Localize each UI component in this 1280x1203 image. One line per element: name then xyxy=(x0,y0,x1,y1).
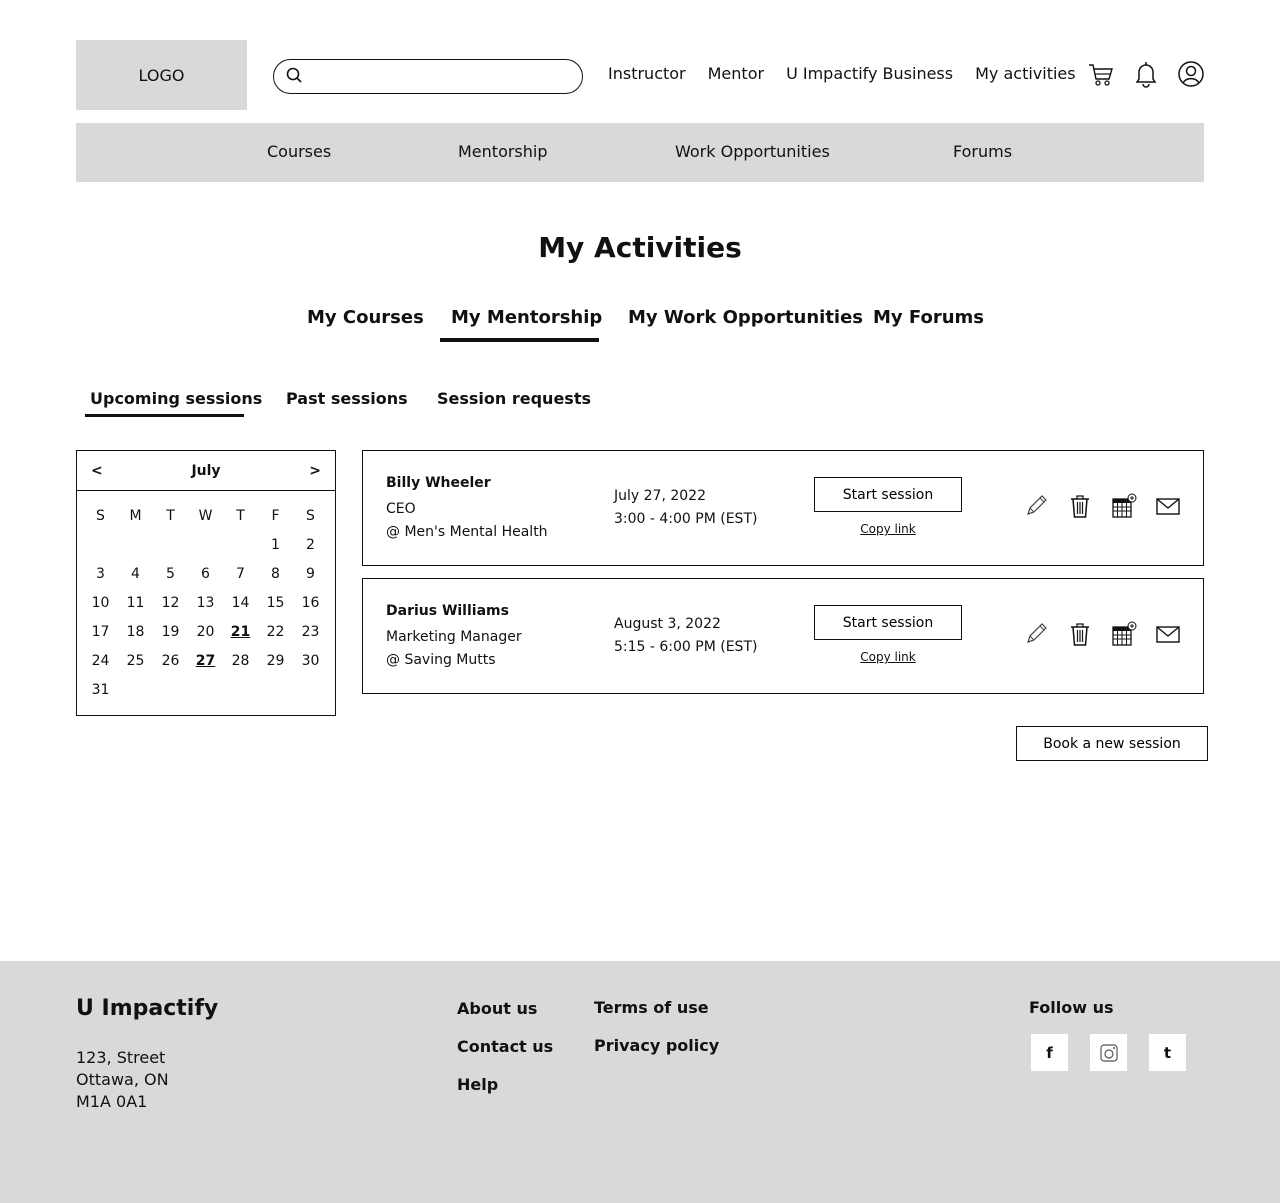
mentor-role: CEO xyxy=(386,501,416,517)
mentor-role: Marketing Manager xyxy=(386,629,522,645)
delete-icon[interactable] xyxy=(1067,621,1093,647)
footer-link-terms[interactable]: Terms of use xyxy=(594,998,709,1017)
edit-icon[interactable] xyxy=(1023,621,1049,647)
calendar-day[interactable]: 19 xyxy=(161,624,180,640)
calendar-weekday: M xyxy=(129,508,142,524)
session-date: August 3, 2022 xyxy=(614,616,721,632)
calendar-day[interactable]: 24 xyxy=(91,653,110,669)
calendar-day[interactable]: 15 xyxy=(266,595,285,611)
active-tab-indicator xyxy=(440,338,599,342)
calendar-day[interactable]: 26 xyxy=(161,653,180,669)
calendar-blank xyxy=(223,534,258,563)
copy-link[interactable]: Copy link xyxy=(860,650,916,664)
search-icon xyxy=(286,67,302,87)
session-time: 5:15 - 6:00 PM (EST) xyxy=(614,639,758,655)
mentor-organization: @ Men's Mental Health xyxy=(386,524,548,540)
calendar-day[interactable]: 2 xyxy=(306,537,315,553)
calendar-blank xyxy=(118,534,153,563)
calendar-weekday: F xyxy=(271,508,280,524)
subtab-past-sessions[interactable]: Past sessions xyxy=(286,389,408,408)
calendar-day[interactable]: 27 xyxy=(195,653,216,669)
add-to-calendar-icon[interactable] xyxy=(1111,621,1137,647)
calendar-day[interactable]: 13 xyxy=(196,595,215,611)
calendar-prev-button[interactable]: < xyxy=(91,462,103,479)
calendar-blank xyxy=(83,534,118,563)
calendar-next-button[interactable]: > xyxy=(309,462,321,479)
search-bar[interactable] xyxy=(273,59,583,94)
calendar-day[interactable]: 5 xyxy=(166,566,175,582)
main-nav-mentorship[interactable]: Mentorship xyxy=(458,142,548,161)
calendar-day[interactable]: 20 xyxy=(196,624,215,640)
bell-icon[interactable] xyxy=(1133,60,1159,88)
logo[interactable]: LOGO xyxy=(76,40,247,110)
main-nav-courses[interactable]: Courses xyxy=(267,142,332,161)
cart-icon[interactable] xyxy=(1088,60,1114,88)
calendar-day[interactable]: 31 xyxy=(91,682,110,698)
email-icon[interactable] xyxy=(1155,621,1181,647)
calendar-day[interactable]: 17 xyxy=(91,624,110,640)
edit-icon[interactable] xyxy=(1023,493,1049,519)
session-date: July 27, 2022 xyxy=(614,488,706,504)
user-icon[interactable] xyxy=(1178,60,1204,88)
nav-link-business[interactable]: U Impactify Business xyxy=(786,64,954,83)
calendar xyxy=(76,450,336,716)
calendar-day[interactable]: 11 xyxy=(126,595,145,611)
calendar-day[interactable]: 4 xyxy=(131,566,140,582)
calendar-day[interactable]: 25 xyxy=(126,653,145,669)
session-actions xyxy=(1023,493,1199,519)
calendar-month: July xyxy=(191,462,221,479)
page-title: My Activities xyxy=(538,231,742,264)
calendar-day[interactable]: 3 xyxy=(96,566,105,582)
main-nav-forums[interactable]: Forums xyxy=(953,142,1013,161)
mentor-name: Billy Wheeler xyxy=(386,475,491,491)
session-card xyxy=(362,578,1204,694)
calendar-day[interactable]: 30 xyxy=(301,653,320,669)
twitter-icon[interactable]: t xyxy=(1149,1034,1186,1071)
footer-link-about[interactable]: About us xyxy=(457,999,538,1018)
calendar-day[interactable]: 16 xyxy=(301,595,320,611)
footer-link-contact[interactable]: Contact us xyxy=(457,1037,554,1056)
copy-link[interactable]: Copy link xyxy=(860,522,916,536)
footer-address xyxy=(76,1047,169,1113)
calendar-day[interactable]: 8 xyxy=(271,566,280,582)
active-subtab-indicator xyxy=(85,414,244,417)
calendar-blank xyxy=(188,534,223,563)
calendar-day[interactable]: 9 xyxy=(306,566,315,582)
start-session-button[interactable]: Start session xyxy=(814,477,962,512)
calendar-day[interactable]: 29 xyxy=(266,653,285,669)
footer xyxy=(0,961,1280,1203)
add-to-calendar-icon[interactable] xyxy=(1111,493,1137,519)
calendar-weekday: T xyxy=(166,508,175,524)
nav-link-my-activities[interactable]: My activities xyxy=(975,64,1076,83)
nav-link-instructor[interactable]: Instructor xyxy=(608,64,686,83)
subtab-session-requests[interactable]: Session requests xyxy=(437,389,591,408)
address-line: 123, Street xyxy=(76,1048,166,1067)
session-time: 3:00 - 4:00 PM (EST) xyxy=(614,511,758,527)
header-icons xyxy=(1088,60,1204,88)
calendar-day[interactable]: 22 xyxy=(266,624,285,640)
top-nav xyxy=(608,64,1098,83)
main-nav-work-opportunities[interactable]: Work Opportunities xyxy=(675,142,830,161)
calendar-weekday: S xyxy=(96,508,105,524)
calendar-weekday: W xyxy=(198,508,213,524)
start-session-button[interactable]: Start session xyxy=(814,605,962,640)
footer-link-help[interactable]: Help xyxy=(457,1075,499,1094)
calendar-day[interactable]: 18 xyxy=(126,624,145,640)
facebook-icon[interactable]: f xyxy=(1031,1034,1068,1071)
address-line: Ottawa, ON xyxy=(76,1070,169,1089)
calendar-day[interactable]: 7 xyxy=(236,566,245,582)
book-new-session-button[interactable]: Book a new session xyxy=(1016,726,1208,761)
calendar-day[interactable]: 21 xyxy=(230,624,251,640)
mentor-name: Darius Williams xyxy=(386,603,509,619)
calendar-day[interactable]: 23 xyxy=(301,624,320,640)
tab-my-mentorship[interactable]: My Mentorship xyxy=(451,307,603,328)
calendar-day[interactable]: 28 xyxy=(231,653,250,669)
calendar-header xyxy=(77,451,335,491)
address-line: M1A 0A1 xyxy=(76,1092,148,1111)
tab-my-courses[interactable]: My Courses xyxy=(307,307,424,328)
calendar-weekday: T xyxy=(236,508,245,524)
calendar-day[interactable]: 10 xyxy=(91,595,110,611)
footer-link-privacy[interactable]: Privacy policy xyxy=(594,1036,720,1055)
tab-my-work-opportunities[interactable]: My Work Opportunities xyxy=(628,307,864,328)
subtab-upcoming-sessions[interactable]: Upcoming sessions xyxy=(90,389,263,408)
calendar-day[interactable]: 1 xyxy=(271,537,280,553)
email-icon[interactable] xyxy=(1155,493,1181,519)
calendar-day[interactable]: 14 xyxy=(231,595,250,611)
follow-us-heading: Follow us xyxy=(1029,998,1114,1017)
tab-my-forums[interactable]: My Forums xyxy=(873,307,985,328)
delete-icon[interactable] xyxy=(1067,493,1093,519)
footer-brand: U Impactify xyxy=(76,996,219,1021)
calendar-weekday: S xyxy=(306,508,315,524)
instagram-icon[interactable] xyxy=(1090,1034,1127,1071)
calendar-blank xyxy=(153,534,188,563)
calendar-grid xyxy=(77,491,335,708)
main-nav xyxy=(76,123,1204,182)
session-actions xyxy=(1023,621,1199,647)
session-card xyxy=(362,450,1204,566)
calendar-day[interactable]: 12 xyxy=(161,595,180,611)
mentor-organization: @ Saving Mutts xyxy=(386,652,496,668)
search-input[interactable] xyxy=(310,63,570,91)
nav-link-mentor[interactable]: Mentor xyxy=(707,64,765,83)
calendar-day[interactable]: 6 xyxy=(201,566,210,582)
